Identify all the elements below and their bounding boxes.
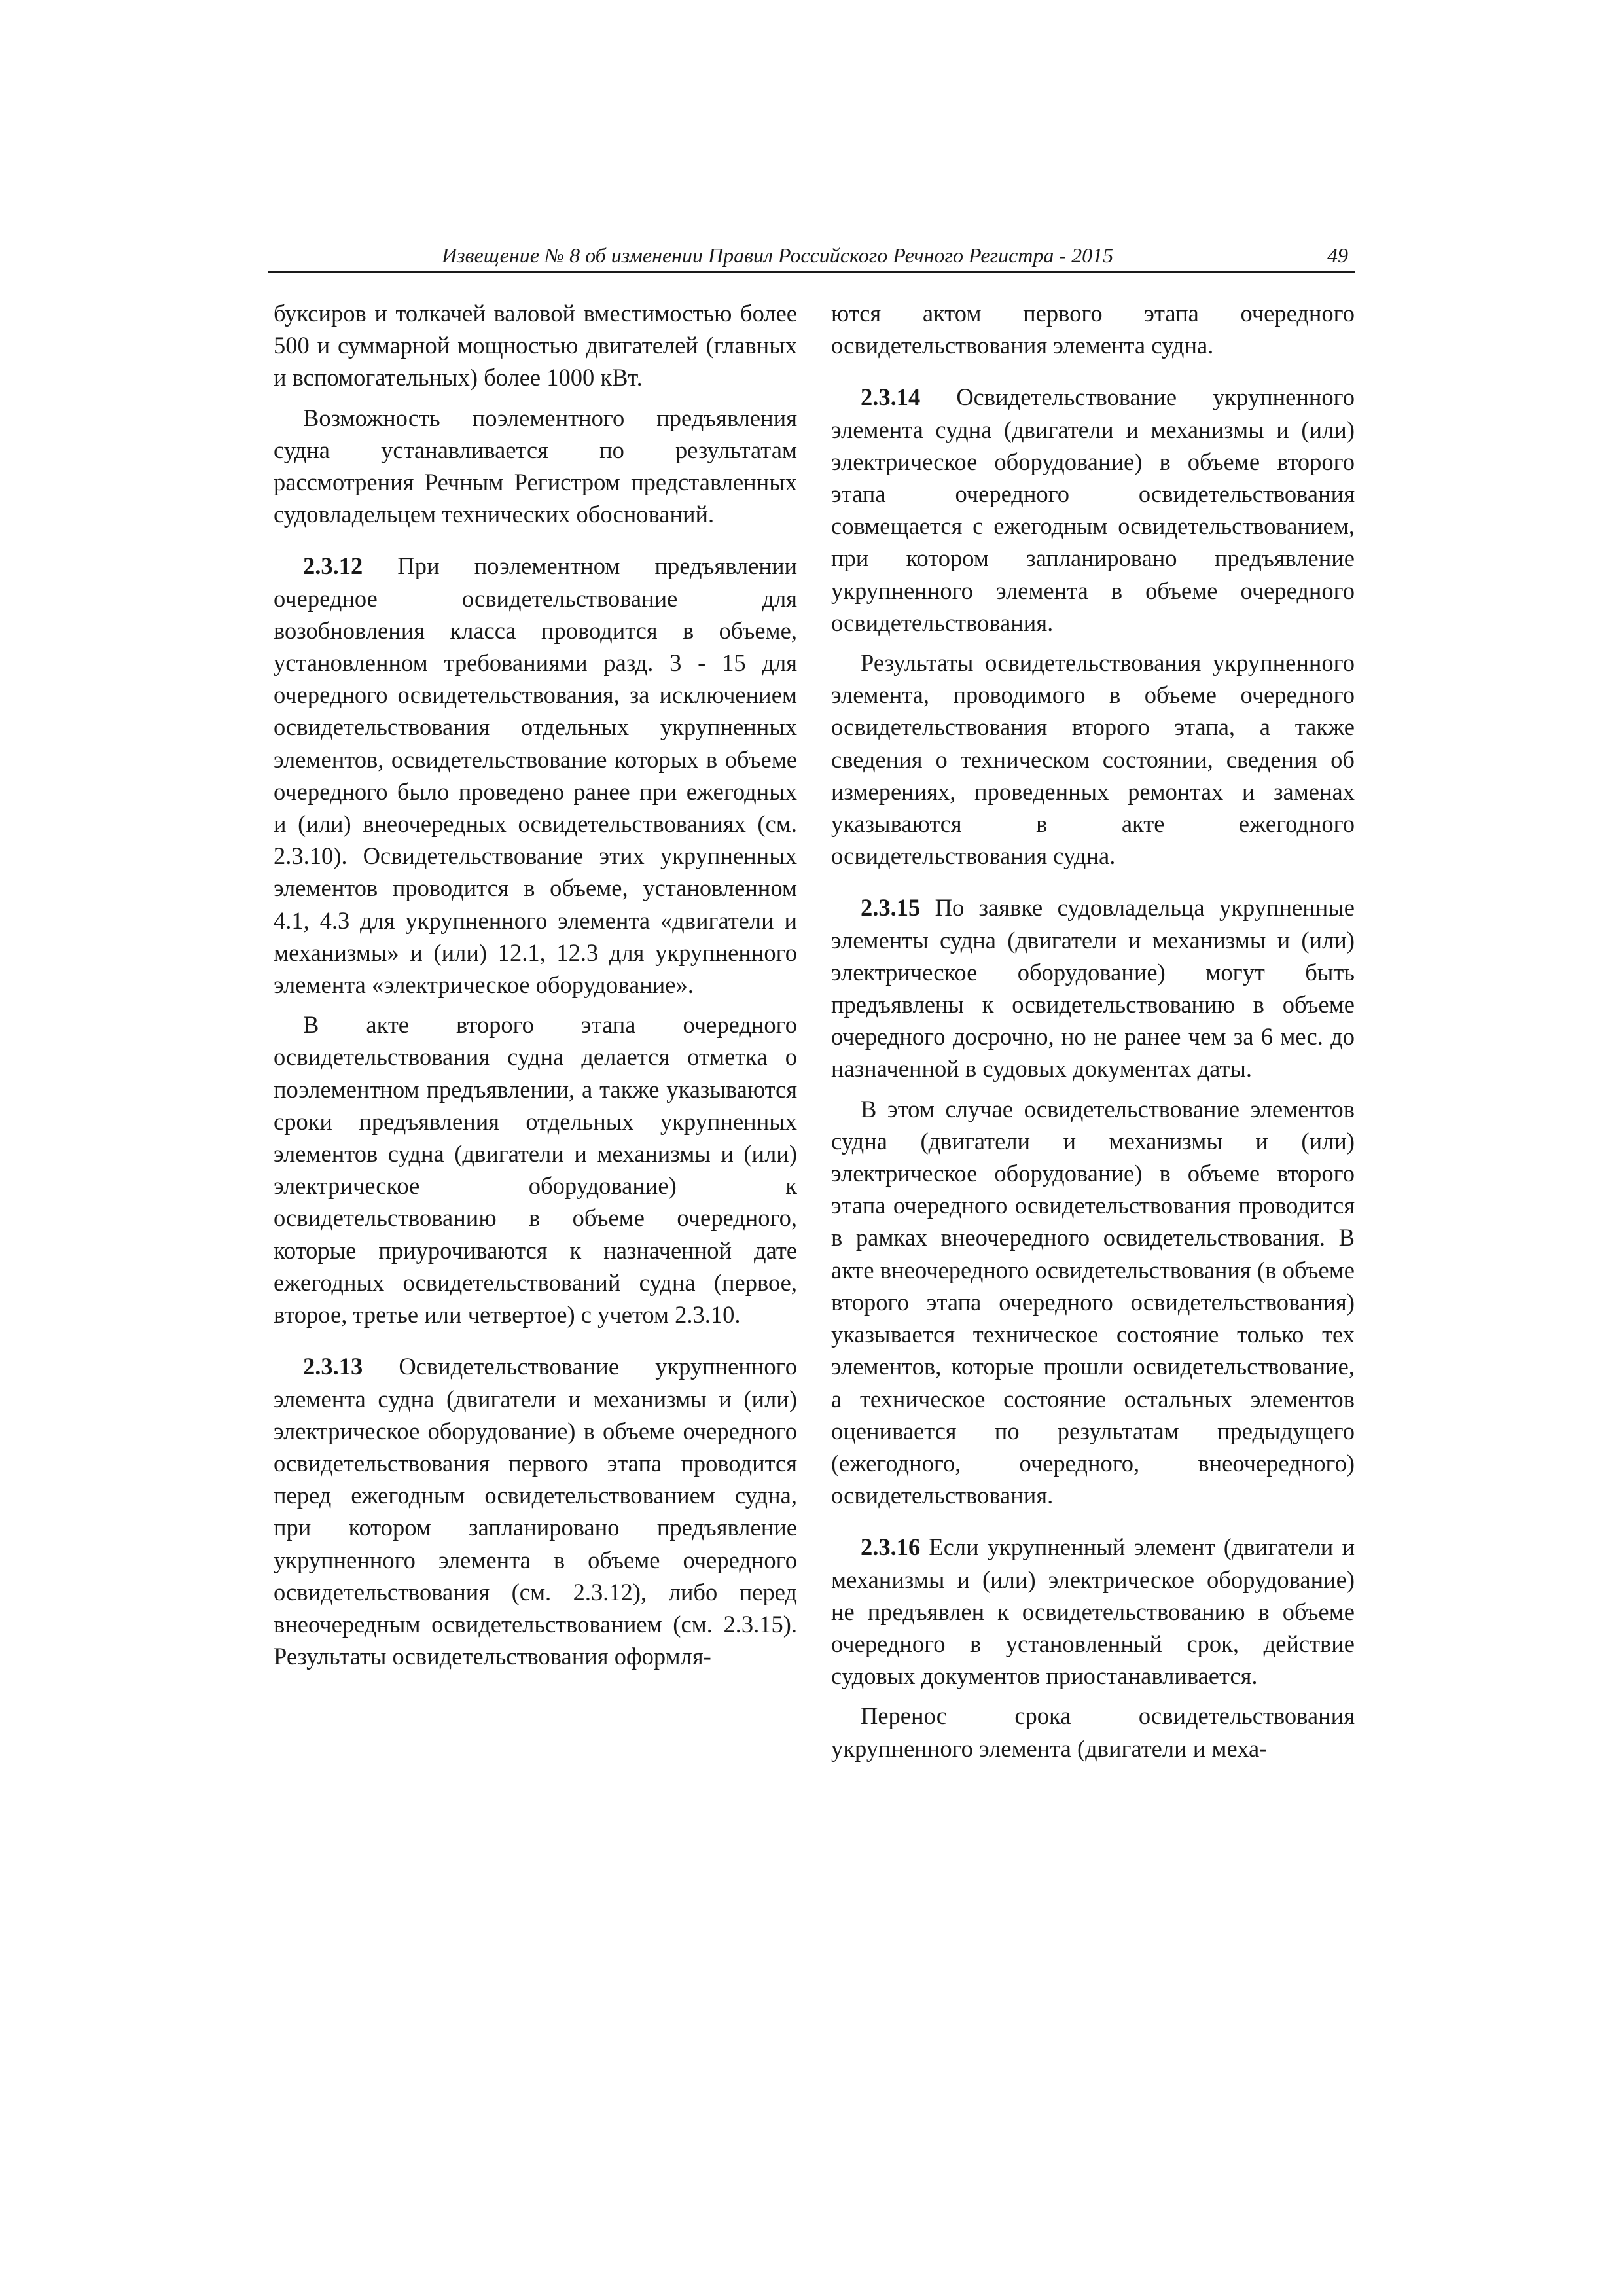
left-column xyxy=(274,297,797,1680)
clause-number: 2.3.13 xyxy=(303,1353,363,1380)
paragraph-text: буксиров и толкачей валовой вместимостью более 500 и суммарной мощностью двигателей (главных и вспомогательных) более 1000 кВт. xyxy=(274,300,797,391)
paragraph xyxy=(831,1700,1355,1764)
clause-paragraph xyxy=(831,1531,1355,1692)
paragraph-text: В этом случае освидетельствование элементов судна (двигатели и механизмы и (или) электрическое оборудование) в объеме второго этапа очередного освидетельствования проводится в рамках внеочередного освидетельствования. В акте внеочередного освидетельствования (в объеме второго этапа очередного освидетельствования) указывается техническое состояние только тех элементов, которые прошли освидетельствование, а техническое состояние остальных элементов оценивается по результатам предыдущего (ежегодного, очередного, внеочередного) освидетельствования. xyxy=(831,1095,1355,1509)
clause-paragraph xyxy=(274,1350,797,1672)
paragraph-text: При поэлементном предъявлении очередное освидетельствование для возобновления класса проводится в объеме, установленном требованиями разд. 3 - 15 для очередного освидетельствования, за исключением освидетельствования отдельных укрупненных элементов, освидетельствование которых в объеме очередного было проведено ранее при ежегодных и (или) внеочередных освидетельствованиях (см. 2.3.10). Освидетельствование этих укрупненных элементов проводится в объеме, установленном 4.1, 4.3 для укрупненного элемента «двигатели и механизмы» и (или) 12.1, 12.3 для укрупненного элемента «электрическое оборудование». xyxy=(274,552,798,999)
paragraph xyxy=(831,297,1355,361)
paragraph-text: Результаты освидетельствования укрупненного элемента, проводимого в объеме очередного освидетельствования второго этапа, а также сведения о техническом состоянии, сведения об измерениях, проведенных ремонтах и заменах указываются в акте ежегодного освидетельствования судна. xyxy=(831,649,1355,870)
clause-number: 2.3.16 xyxy=(861,1534,921,1561)
right-column xyxy=(831,297,1355,1772)
paragraph-text: В акте второго этапа очередного освидетельствования судна делается отметка о поэлементном предъявлении, а также указываются сроки предъявления отдельных укрупненных элементов судна (двигатели и механизмы и (или) электрическое оборудование) к освидетельствованию в объеме очередного, которые приурочиваются к назначенной дате ежегодных освидетельствований судна (первое, второе, третье или четвертое) с учетом 2.3.10. xyxy=(274,1011,797,1329)
paragraph xyxy=(831,1093,1355,1512)
paragraph xyxy=(274,1009,797,1331)
clause-paragraph xyxy=(831,381,1355,639)
clause-number: 2.3.15 xyxy=(861,894,921,922)
paragraph xyxy=(831,647,1355,872)
clause-paragraph xyxy=(831,891,1355,1085)
paragraph-text: Освидетельствование укрупненного элемента судна (двигатели и механизмы и (или) электрическое оборудование) в объеме очередного освидетельствования первого этапа проводится перед ежегодным освидетельствованием судна, при котором запланировано предъявление укрупненного элемента в объеме очередного освидетельствования (см. 2.3.12), либо перед внеочередным освидетельствованием (см. 2.3.15). Результаты освидетельствования оформля- xyxy=(274,1353,797,1670)
paragraph-text: Перенос срока освидетельствования укрупненного элемента (двигатели и меха- xyxy=(831,1702,1355,1762)
paragraph-text: По заявке судовладельца укрупненные элементы судна (двигатели и механизмы и (или) электрическое оборудование) могут быть предъявлены к освидетельствованию в объеме очередного досрочно, но не ранее чем за 6 мес. до назначенной в судовых документах даты. xyxy=(831,894,1355,1083)
clause-number: 2.3.12 xyxy=(303,552,363,580)
paragraph xyxy=(274,402,797,531)
paragraph-text: ются актом первого этапа очередного освидетельствования элемента судна. xyxy=(831,300,1355,359)
paragraph-text: Освидетельствование укрупненного элемента судна (двигатели и механизмы и (или) электрическое оборудование) в объеме второго этапа очередного освидетельствования совмещается с ежегодным освидетельствованием, при котором запланировано предъявление укрупненного элемента в объеме очередного освидетельствования. xyxy=(831,384,1355,636)
clause-number: 2.3.14 xyxy=(861,384,921,411)
paragraph xyxy=(274,297,797,394)
paragraph-text: Если укрупненный элемент (двигатели и механизмы и (или) электрическое оборудование) не предъявлен к освидетельствованию в объеме очередного в установленный срок, действие судовых документов приостанавливается. xyxy=(831,1534,1355,1690)
header-title: Извещение № 8 об изменении Правил Российского Речного Регистра - 2015 xyxy=(442,243,1114,267)
page-number: 49 xyxy=(1327,243,1348,267)
clause-paragraph xyxy=(274,550,797,1001)
page-header xyxy=(268,241,1355,273)
paragraph-text: Возможность поэлементного предъявления судна устанавливается по результатам рассмотрения Речным Регистром представленных судовладельцем технических обоснований. xyxy=(274,404,797,528)
